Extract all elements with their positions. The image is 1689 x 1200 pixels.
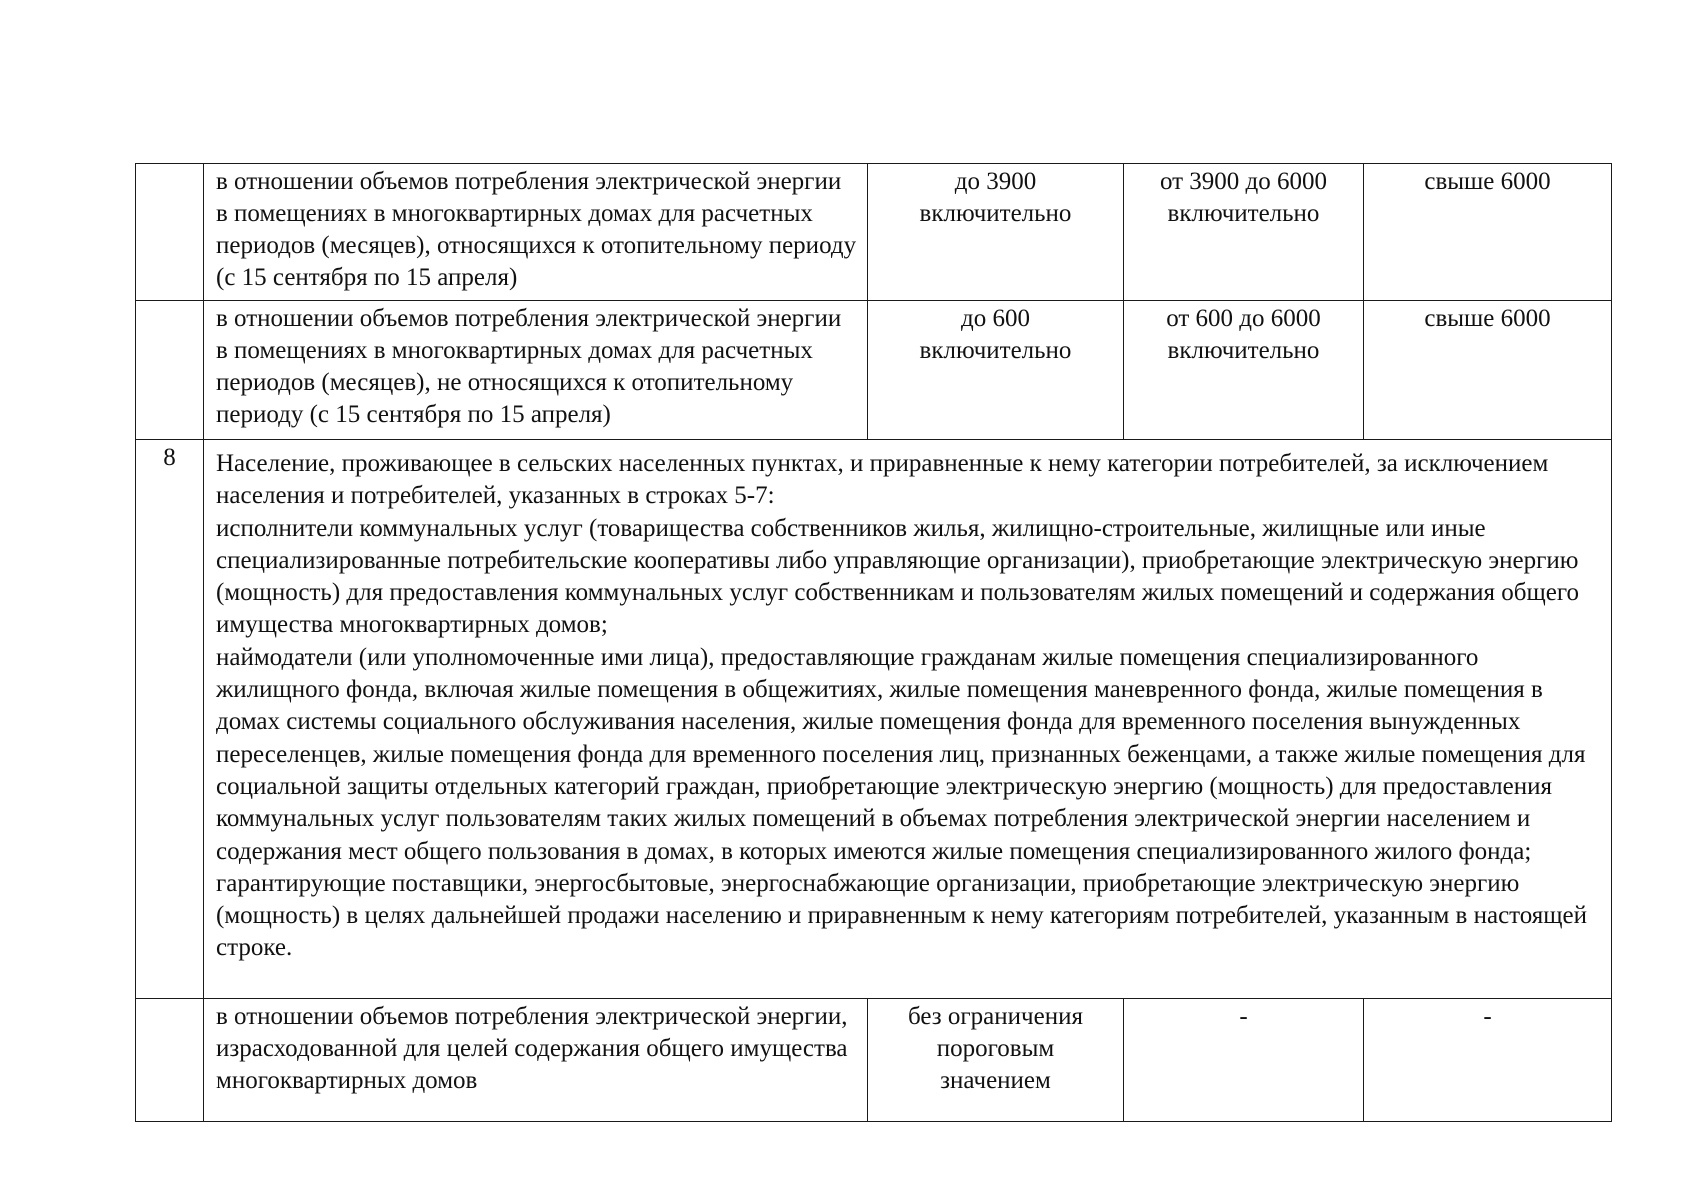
threshold-middle-cell: от 600 до 6000 включительно — [1166, 305, 1321, 364]
threshold-middle-cell: от 3900 до 6000 включительно — [1159, 168, 1328, 227]
category-paragraph: Население, проживающее в сельских населенных пунктах, и приравненные к нему категории потребителей, за исключением населения и потребителей, указанных в строках 5-7: — [216, 450, 1549, 510]
threshold-upper-cell: свыше 6000 — [1424, 168, 1551, 195]
category-paragraph: гарантирующие поставщики, энергосбытовые, энергоснабжающие организации, приобретающие электрическую энергию (мощность) в целях дальнейшей продажи населению и приравненным к нему категориям потребителей, указанным в настоящей строке. — [216, 869, 1588, 962]
table-row — [136, 164, 1612, 301]
tariff-threshold-table — [135, 163, 1612, 1122]
row-number-cell: 8 — [136, 440, 204, 999]
table-row-category-8 — [136, 440, 1612, 999]
threshold-upper-cell: свыше 6000 — [1424, 305, 1551, 332]
row-number-cell — [136, 164, 204, 301]
table-row — [136, 301, 1612, 440]
category-description-cell — [204, 440, 1612, 999]
row-description-cell: в отношении объемов потребления электрической энергии в помещениях в многоквартирных домах для расчетных периодов (месяцев), не относящихся к отопительному периоду (с 15 сентября по 15 апреля) — [204, 301, 868, 440]
threshold-lower-cell: до 600 включительно — [919, 305, 1072, 364]
row-number-cell — [136, 999, 204, 1122]
row-number-cell — [136, 301, 204, 440]
category-paragraph: наймодатели (или уполномоченные ими лица), предоставляющие гражданам жилые помещения специализированного жилищного фонда, включая жилые помещения в общежитиях, жилые помещения маневренного фонда, жилые помещения в домах системы социального обслуживания населения, жилые помещения фонда для временного поселения вынужденных переселенцев, жилые помещения фонда для временного поселения лиц, признанных беженцами, а также жилые помещения для социальной защиты отдельных категорий граждан, приобретающие электрическую энергию (мощность) для предоставления коммунальных услуг пользователям таких жилых помещений в объемах потребления электрической энергии населением и содержания мест общего пользования в домах, в которых имеются жилые помещения специализированного жилого фонда; — [216, 643, 1586, 865]
row-description-cell: в отношении объемов потребления электрической энергии в помещениях в многоквартирных домах для расчетных периодов (месяцев), относящихся к отопительному периоду (с 15 сентября по 15 апреля) — [204, 164, 868, 301]
table-row — [136, 999, 1612, 1122]
threshold-middle-cell: - — [1239, 1003, 1248, 1030]
threshold-lower-cell: до 3900 включительно — [919, 168, 1072, 227]
threshold-upper-cell: - — [1483, 1003, 1492, 1030]
category-paragraph: исполнители коммунальных услуг (товарищества собственников жилья, жилищно-строительные, жилищные или иные специализированные потребительские кооперативы либо управляющие организации), приобретающие электрическую энергию (мощность) для предоставления коммунальных услуг собственникам и пользователям жилых помещений и содержания общего имущества многоквартирных домов; — [216, 514, 1579, 639]
threshold-lower-cell: без ограничения пороговым значением — [908, 1003, 1083, 1094]
row-description-cell: в отношении объемов потребления электрической энергии, израсходованной для целей содержания общего имущества многоквартирных домов — [204, 999, 868, 1122]
